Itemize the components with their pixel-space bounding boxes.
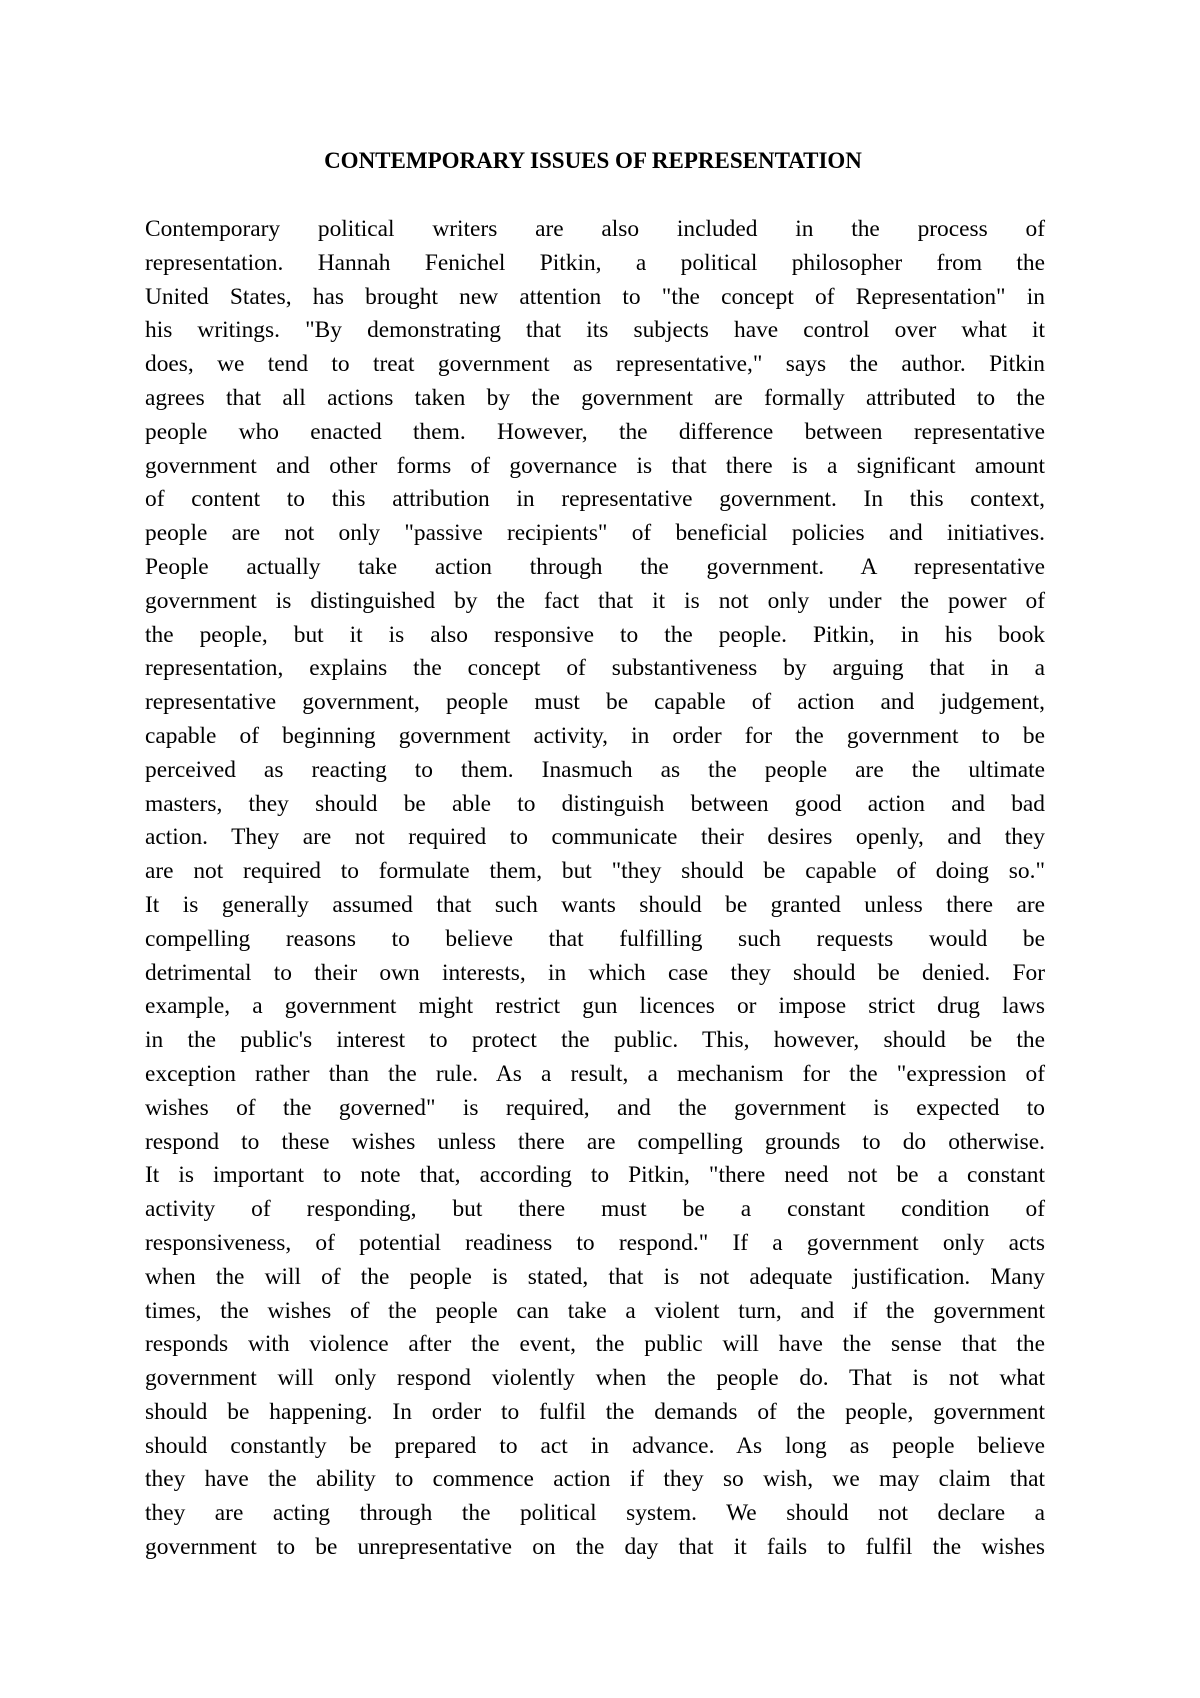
text-line: It is generally assumed that such wants should be granted unless there are bbox=[145, 891, 1045, 918]
text-line: times, the wishes of the people can take a violent turn, and if the government bbox=[145, 1297, 1045, 1324]
text-line: government will only respond violently when the people do. That is not what bbox=[145, 1365, 1045, 1392]
text-line: detrimental to their own interests, in which case they should be denied. For bbox=[145, 959, 1045, 986]
text-line: capable of beginning government activity, in order for the government to be bbox=[145, 722, 1045, 749]
text-line: should be happening. In order to fulfil the demands of the people, government bbox=[145, 1398, 1045, 1425]
text-line: example, a government might restrict gun licences or impose strict drug laws bbox=[145, 993, 1045, 1020]
text-line: compelling reasons to believe that fulfilling such requests would be bbox=[145, 925, 1045, 952]
text-line: they have the ability to commence action if they so wish, we may claim that bbox=[145, 1466, 1045, 1493]
text-line: when the will of the people is stated, that is not adequate justification. Many bbox=[145, 1263, 1045, 1290]
text-line: perceived as reacting to them. Inasmuch as the people are the ultimate bbox=[145, 756, 1045, 783]
text-line: exception rather than the rule. As a result, a mechanism for the "expression of bbox=[145, 1060, 1045, 1087]
text-line: should constantly be prepared to act in advance. As long as people believe bbox=[145, 1432, 1045, 1459]
text-line: people are not only "passive recipients" of beneficial policies and initiatives. bbox=[145, 520, 1045, 547]
text-line: they are acting through the political system. We should not declare a bbox=[145, 1500, 1045, 1527]
text-line: agrees that all actions taken by the government are formally attributed to the bbox=[145, 384, 1045, 411]
text-line: representation, explains the concept of substantiveness by arguing that in a bbox=[145, 655, 1045, 682]
text-line: wishes of the governed" is required, and the government is expected to bbox=[145, 1094, 1045, 1121]
text-line: masters, they should be able to distinguish between good action and bad bbox=[145, 790, 1045, 817]
text-line: of content to this attribution in representative government. In this context, bbox=[145, 486, 1045, 513]
text-line: government to be unrepresentative on the day that it fails to fulfil the wishes bbox=[145, 1534, 1045, 1561]
text-line: action. They are not required to communicate their desires openly, and they bbox=[145, 824, 1045, 851]
text-line: People actually take action through the government. A representative bbox=[145, 553, 1045, 580]
page-title: CONTEMPORARY ISSUES OF REPRESENTATION bbox=[324, 148, 862, 173]
text-line: government and other forms of governance is that there is a significant amount bbox=[145, 452, 1045, 479]
text-line: responds with violence after the event, the public will have the sense that the bbox=[145, 1331, 1045, 1358]
text-line: It is important to note that, according to Pitkin, "there need not be a constant bbox=[145, 1162, 1045, 1189]
text-line: representative government, people must be capable of action and judgement, bbox=[145, 689, 1045, 716]
text-line: representation. Hannah Fenichel Pitkin, a political philosopher from the bbox=[145, 249, 1045, 276]
text-line: respond to these wishes unless there are compelling grounds to do otherwise. bbox=[145, 1128, 1045, 1155]
text-line: the people, but it is also responsive to the people. Pitkin, in his book bbox=[145, 621, 1045, 648]
body-text bbox=[145, 213, 1045, 1565]
text-line: does, we tend to treat government as representative," says the author. Pitkin bbox=[145, 351, 1045, 378]
text-line: Contemporary political writers are also included in the process of bbox=[145, 216, 1045, 242]
text-line: are not required to formulate them, but "they should be capable of doing so." bbox=[145, 858, 1045, 885]
text-line: responsiveness, of potential readiness to respond." If a government only acts bbox=[145, 1229, 1045, 1256]
text-line: people who enacted them. However, the difference between representative bbox=[145, 418, 1045, 445]
text-line: activity of responding, but there must be a constant condition of bbox=[145, 1196, 1045, 1223]
text-line: government is distinguished by the fact that it is not only under the power of bbox=[145, 587, 1045, 614]
text-line: in the public's interest to protect the public. This, however, should be the bbox=[145, 1027, 1045, 1054]
text-line: United States, has brought new attention to "the concept of Representation" in bbox=[145, 283, 1045, 310]
text-line: his writings. "By demonstrating that its subjects have control over what it bbox=[145, 317, 1045, 344]
